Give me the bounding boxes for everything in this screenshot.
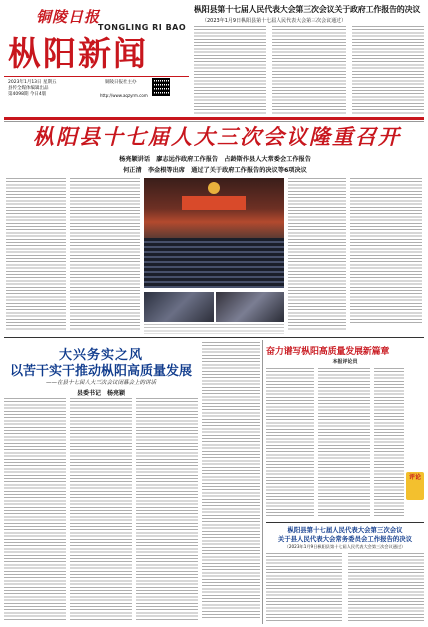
speech-title-1: 大兴务实之风	[58, 348, 143, 363]
header-divider-thin	[4, 121, 424, 122]
delegates-vote-photo	[216, 292, 284, 322]
delegates-photo	[144, 292, 214, 322]
bottom-article-subtitle: （2023年1月9日枞阳县第十七届人民代表大会第三次会议通过）	[284, 544, 406, 549]
commentary-badge-label: 评论	[408, 474, 421, 481]
lead-story-body	[350, 178, 422, 324]
lead-story-body	[6, 178, 66, 330]
commentary-badge	[406, 472, 424, 500]
speech-body	[4, 398, 66, 620]
commentary-body	[318, 368, 370, 518]
commentary-byline: 本报评论员	[332, 359, 358, 365]
conference-hall-photo	[144, 178, 284, 288]
paper-name-en: TONGLING RI BAO	[98, 23, 187, 32]
lower-divider	[262, 340, 263, 624]
top-article-title: 枞阳县第十七届人民代表大会第三次会议关于政府工作报告的决议	[194, 5, 421, 14]
commentary-title: 奋力谱写枞阳高质量发展新篇章	[266, 347, 390, 357]
commentary-body	[266, 368, 314, 518]
lead-subhead-2: 何正清 李金根等出席 通过了关于政府工作报告的决议等6项决议	[123, 167, 307, 174]
top-article	[194, 4, 424, 114]
top-article-subtitle: （2023年1月9日枞阳县第十七届人民代表大会第三次会议通过）	[202, 18, 347, 24]
speech-dek: ——在县十七届人大三次会议闭幕会上的讲话	[45, 380, 156, 386]
masthead-rule	[4, 76, 189, 77]
paper-name-cn: 铜陵日报	[36, 8, 101, 26]
commentary-box	[266, 342, 424, 520]
bottom-article	[266, 525, 424, 623]
speech-byline: 县委书记 杨亮颖	[76, 390, 125, 397]
issue-number: 第4098期 今日4版	[8, 92, 47, 97]
bottom-article-title-1: 枞阳县第十七届人民代表大会第三次会议	[287, 526, 403, 534]
edition-title: 枞阳新闻	[8, 34, 148, 73]
bottom-article-body	[266, 553, 342, 621]
section-divider	[4, 337, 424, 338]
stage-backdrop	[182, 196, 246, 210]
speech-body	[136, 398, 198, 620]
website-url: http://www.aqzyrm.com	[100, 93, 148, 98]
top-article-body	[352, 26, 424, 114]
speech-title-2: 以苦干实干推动枞阳高质量发展	[9, 364, 192, 379]
lead-subhead-1: 杨亮颖讲话 廖志远作政府工作报告 占龄斯作县人大常委会工作报告	[119, 156, 311, 163]
speech-article	[4, 340, 198, 623]
lead-headline: 枞阳县十七届人大三次会议隆重召开	[33, 125, 401, 149]
lead-story-body	[70, 178, 140, 330]
qr-code-icon	[152, 78, 170, 96]
top-article-body	[272, 26, 346, 114]
publisher-line: 县传全媒体编辑出品	[8, 86, 49, 91]
lead-story-body	[288, 178, 346, 330]
issue-date: 2023年1月13日 星期五	[8, 80, 57, 85]
bottom-article-title-2: 关于县人民代表大会常务委员会工作报告的决议	[277, 535, 413, 543]
photo-caption	[144, 324, 284, 334]
sponsor-label: 铜陵日报社主办	[105, 80, 137, 85]
stage-emblem	[208, 182, 220, 194]
header-divider	[4, 117, 424, 120]
top-article-body	[194, 26, 266, 114]
commentary-body	[374, 368, 404, 518]
speech-continued-body	[202, 342, 260, 620]
bottom-article-body	[348, 553, 424, 621]
masthead	[4, 4, 189, 96]
speech-body	[70, 398, 132, 620]
audience-rows	[144, 238, 284, 288]
bottom-divider	[266, 522, 424, 523]
